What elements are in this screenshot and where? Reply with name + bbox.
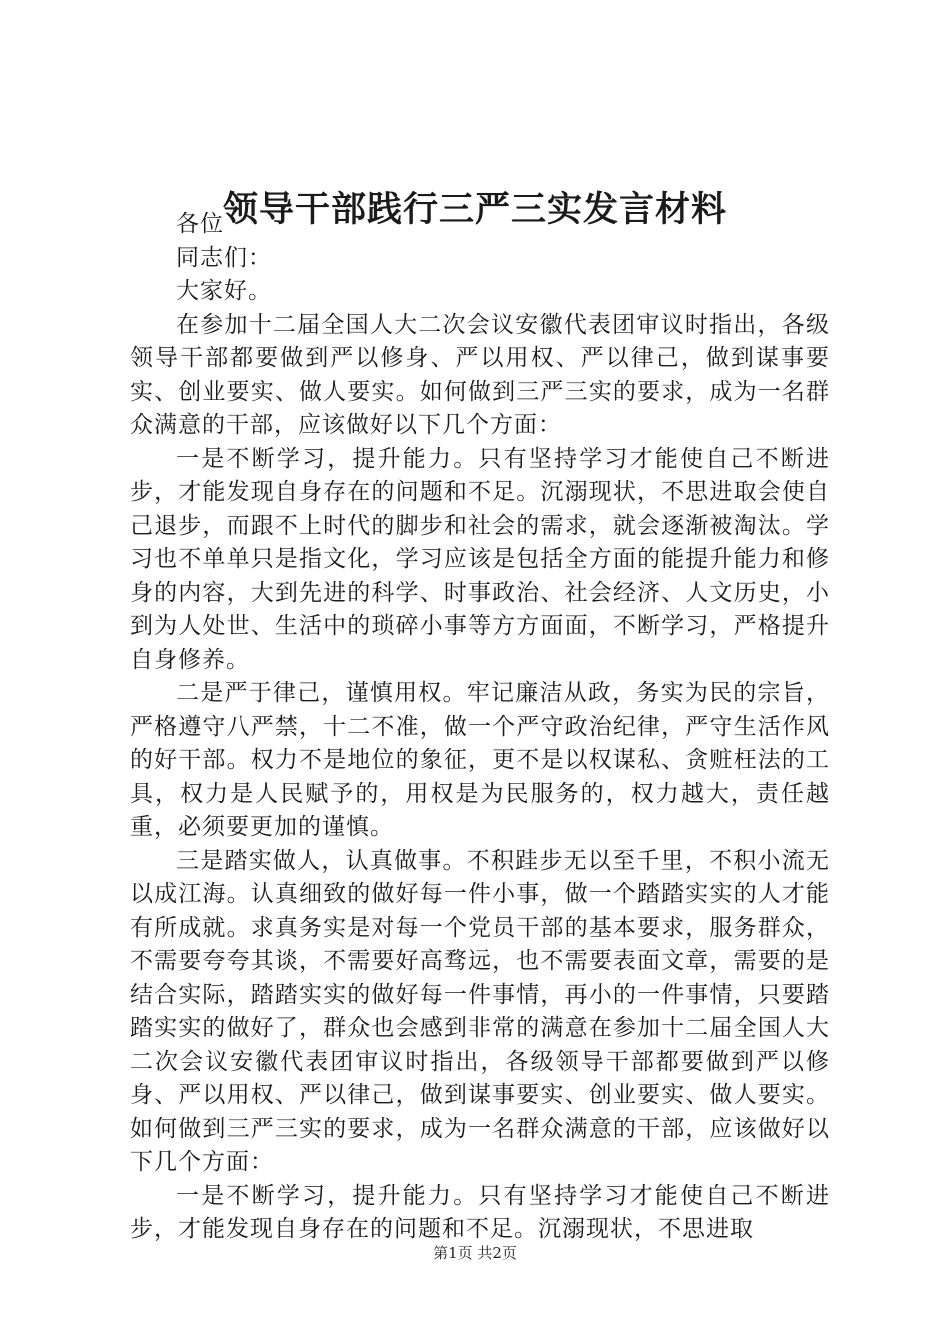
body-paragraph: 二是严于律己，谨慎用权。牢记廉洁从政，务实为民的宗旨，严格遵守八严禁，十二不准，做一个严守政治纪律，严守生活作风的好干部。权力不是地位的象征，更不是以权谋私、贪赃枉法的工具，权力是人民赋予的，用权是为民服务的，权力越大，责任越重，必须要更加的谨慎。 xyxy=(130,680,830,840)
body-paragraph: 一是不断学习，提升能力。只有坚持学习才能使自己不断进步，才能发现自身存在的问题和不足。沉溺现状，不思进取 xyxy=(130,1182,830,1242)
document-title: 领导干部践行三严三实发言材料 xyxy=(222,189,727,230)
document-body xyxy=(130,208,830,1247)
greeting-line: 大家好。 xyxy=(176,278,272,304)
greeting-line: 同志们： xyxy=(176,244,272,271)
body-paragraph: 一是不断学习，提升能力。只有坚持学习才能使自己不断进步，才能发现自身存在的问题和不足。沉溺现状，不思进取会使自己退步，而跟不上时代的脚步和社会的需求，就会逐渐被淘汰。学习也不单单只是指文化，学习应该是包括全方面的能提升能力和修身的内容，大到先进的科学、时事政治、社会经济、人文历史，小到为人处世、生活中的琐碎小事等方方面面，不断学习，严格提升自身修养。 xyxy=(130,445,830,673)
body-paragraph: 在参加十二届全国人大二次会议安徽代表团审议时指出，各级领导干部都要做到严以修身、严以用权、严以律己，做到谋事要实、创业要实、做人要实。如何做到三严三实的要求，成为一名群众满意的干部，应该做好以下几个方面： xyxy=(130,311,830,438)
page-footer: 第1页 共2页 xyxy=(433,1244,517,1262)
body-paragraph: 三是踏实做人，认真做事。不积跬步无以至千里，不积小流无以成江海。认真细致的做好每一件小事，做一个踏踏实实的人才能有所成就。求真务实是对每一个党员干部的基本要求，服务群众，不需要夸夸其谈，不需要好高骛远，也不需要表面文章，需要的是结合实际，踏踏实实的做好每一件事情，再小的一件事情，只要踏踏实实的做好了，群众也会感到非常的满意在参加十二届全国人大二次会议安徽代表团审议时指出，各级领导干部都要做到严以修身、严以用权、严以律己，做到谋事要实、创业要实、做人要实。如何做到三严三实的要求，成为一名群众满意的干部，应该做好以下几个方面： xyxy=(130,847,830,1175)
greeting-line: 各位 xyxy=(176,211,224,237)
